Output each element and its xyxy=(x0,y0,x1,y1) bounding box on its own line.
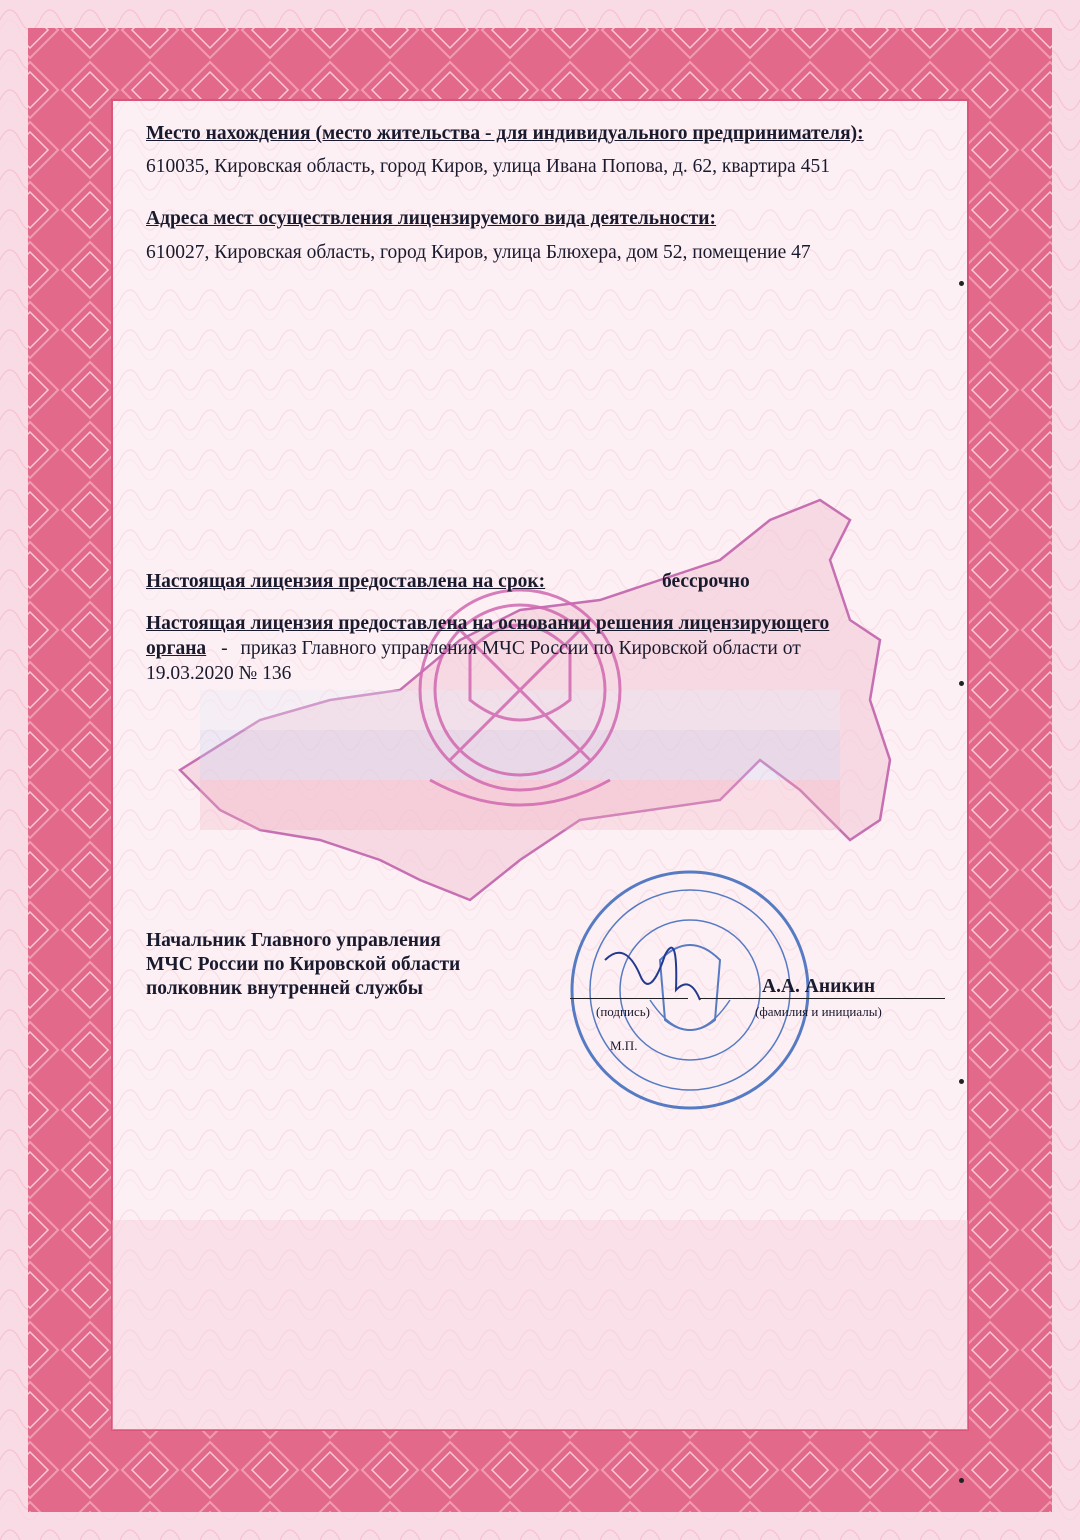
term-label: Настоящая лицензия предоставлена на срок: xyxy=(146,571,546,592)
signature-line xyxy=(570,998,688,999)
punch-dot xyxy=(959,1079,964,1084)
term-value: бессрочно xyxy=(662,571,750,592)
punch-dot xyxy=(959,1478,964,1483)
name-caption: (фамилия и инициалы) xyxy=(755,1004,882,1019)
location-value: 610035, Кировская область, город Киров, улица Ивана Попова, д. 62, квартира 451 xyxy=(146,156,830,177)
punch-dot xyxy=(959,281,964,286)
signatory-position-line2: МЧС России по Кировской области xyxy=(146,954,461,975)
activity-addresses-value: 610027, Кировская область, город Киров, улица Блюхера, дом 52, помещение 47 xyxy=(146,242,811,263)
name-line xyxy=(700,998,945,999)
basis-label-line2: органа xyxy=(146,638,207,659)
activity-addresses-heading: Адреса мест осуществления лицензируемого вида деятельности: xyxy=(146,208,717,229)
basis-dash: - xyxy=(221,638,228,659)
basis-value-line2: 19.03.2020 № 136 xyxy=(146,663,292,684)
signatory-name: А.А. Аникин xyxy=(762,976,876,997)
location-heading: Место нахождения (место жительства - для индивидуального предпринимателя): xyxy=(146,123,864,144)
signature-caption: (подпись) xyxy=(596,1004,650,1019)
signatory-position-line3: полковник внутренней службы xyxy=(146,978,424,999)
seal-caption: М.П. xyxy=(610,1038,638,1053)
basis-line2 xyxy=(146,636,801,662)
basis-label-line1: Настоящая лицензия предоставлена на основании решения лицензирующего xyxy=(146,613,830,634)
punch-dot xyxy=(959,681,964,686)
signatory-position-line1: Начальник Главного управления xyxy=(146,930,441,951)
basis-value-line1: приказ Главного управления МЧС России по Кировской области от xyxy=(240,638,801,659)
